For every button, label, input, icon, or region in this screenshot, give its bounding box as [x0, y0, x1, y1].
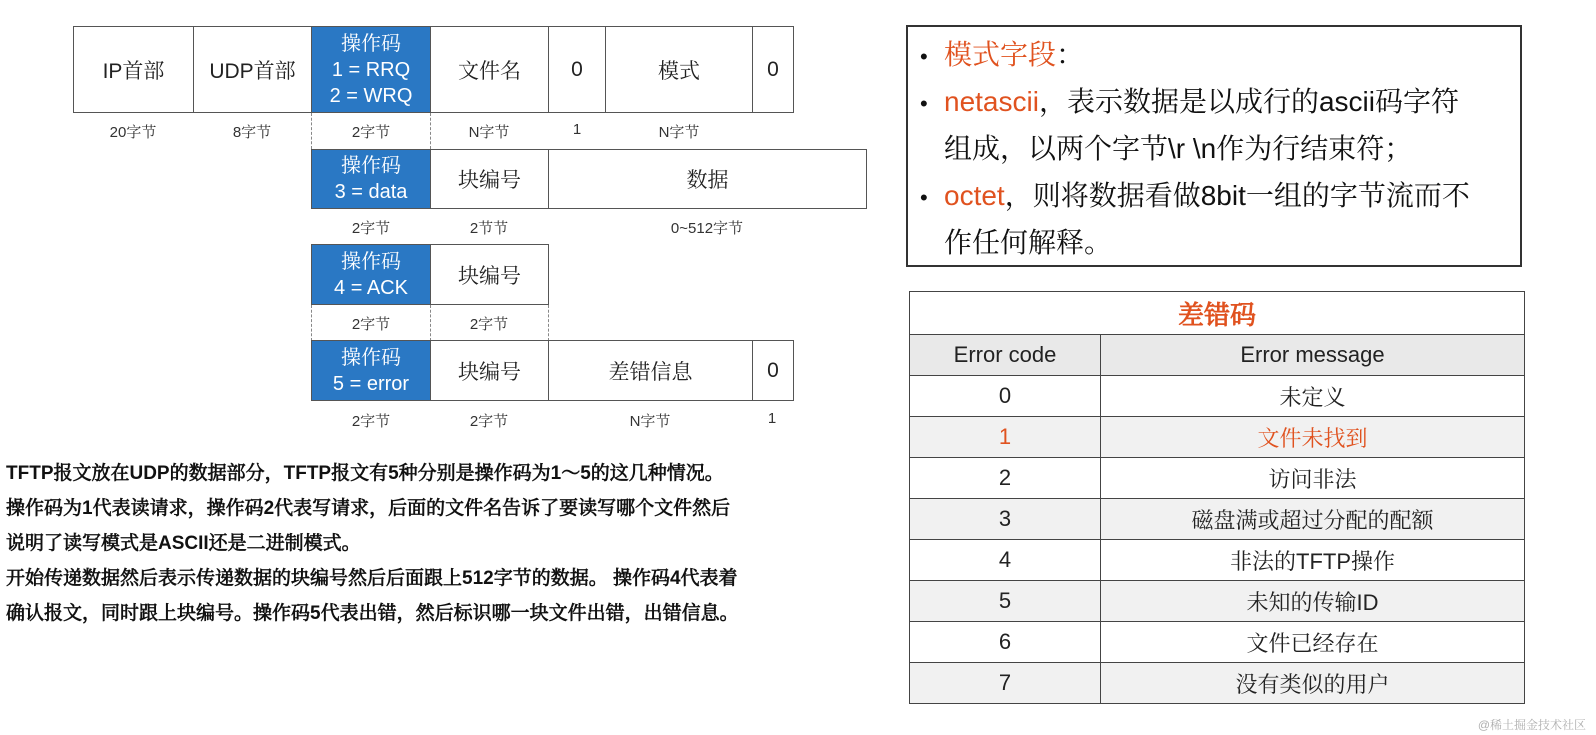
- filename-cell: 文件名: [430, 26, 549, 113]
- error-code-table: [909, 291, 1525, 704]
- error-code: 7: [910, 663, 1101, 704]
- mode-line-3: 组成，以两个字节\r \n作为行结束符；: [944, 133, 1413, 164]
- table-row: [910, 458, 1525, 499]
- bullet-icon: •: [920, 44, 928, 69]
- size-opcode: 2字节: [351, 124, 391, 141]
- mode-line-2: • netascii，表示数据是以成行的ascii码字符: [920, 78, 1459, 127]
- error-code: 4: [910, 540, 1101, 581]
- error-message: 文件已经存在: [1101, 622, 1525, 663]
- size-block: 2节节: [469, 220, 509, 237]
- opcode-error-cell: 操作码 5 = error: [311, 340, 431, 401]
- error-code: 5: [910, 581, 1101, 622]
- explanation-line: 说明了读写模式是ASCII还是二进制模式。: [6, 533, 361, 554]
- mode-field-box: [906, 25, 1522, 267]
- size-opcode: 2字节: [351, 413, 391, 430]
- size-payload: 0~512字节: [670, 220, 744, 237]
- column-header-message: Error message: [1101, 335, 1525, 376]
- error-message: 文件未找到: [1101, 417, 1525, 458]
- explanation-line: 确认报文，同时跟上块编号。操作码5代表出错，然后标识哪一块文件出错，出错信息。: [6, 603, 739, 624]
- opcode-rrq-wrq-cell: 操作码 1 = RRQ 2 = WRQ: [311, 26, 431, 113]
- error-message: 磁盘满或超过分配的配额: [1101, 499, 1525, 540]
- table-row: [910, 376, 1525, 417]
- table-row: [910, 417, 1525, 458]
- error-message: 未知的传输ID: [1101, 581, 1525, 622]
- column-header-code: Error code: [910, 335, 1101, 376]
- size-opcode: 2字节: [351, 316, 391, 333]
- size-block: 2字节: [469, 316, 509, 333]
- opcode-ack-cell: 操作码 4 = ACK: [311, 244, 431, 305]
- explanation-line: 开始传递数据然后表示传递数据的块编号然后后面跟上512字节的数据。 操作码4代表着: [6, 568, 738, 589]
- zero-cell-1: 0: [548, 26, 606, 113]
- error-code: 3: [910, 499, 1101, 540]
- zero-cell: 0: [752, 340, 794, 401]
- bullet-icon: •: [920, 91, 928, 116]
- size-message: N字节: [629, 413, 671, 430]
- block-number-cell: 块编号: [430, 244, 549, 305]
- size-filename: N字节: [468, 124, 510, 141]
- error-code: 6: [910, 622, 1101, 663]
- error-code: 0: [910, 376, 1101, 417]
- table-title: 差错码: [910, 292, 1525, 335]
- size-mode: N字节: [658, 124, 700, 141]
- explanation-line: TFTP报文放在UDP的数据部分，TFTP报文有5种分别是操作码为1～5的这几种情况。: [6, 463, 724, 484]
- size-ip: 20字节: [109, 124, 157, 141]
- table-row: [910, 581, 1525, 622]
- divider-dashed: [311, 305, 312, 341]
- opcode-data-cell: 操作码 3 = data: [311, 149, 431, 209]
- error-message: 访问非法: [1101, 458, 1525, 499]
- zero-cell-2: 0: [752, 26, 794, 113]
- error-message: 没有类似的用户: [1101, 663, 1525, 704]
- divider-dashed: [430, 113, 431, 149]
- bullet-icon: •: [920, 185, 928, 210]
- divider-dashed: [430, 305, 431, 341]
- size-udp: 8字节: [232, 124, 272, 141]
- table-row: [910, 540, 1525, 581]
- block-number-cell: 块编号: [430, 340, 549, 401]
- udp-header-cell: UDP首部: [193, 26, 312, 113]
- table-row: [910, 663, 1525, 704]
- size-zero: 1: [572, 121, 582, 138]
- watermark: @稀土掘金技术社区: [1477, 718, 1586, 732]
- block-number-cell: 块编号: [430, 149, 549, 209]
- error-code: 1: [910, 417, 1101, 458]
- mode-line-5: 作任何解释。: [944, 227, 1113, 258]
- table-row: [910, 622, 1525, 663]
- error-message: 非法的TFTP操作: [1101, 540, 1525, 581]
- size-block: 2字节: [469, 413, 509, 430]
- error-message-cell: 差错信息: [548, 340, 753, 401]
- size-opcode: 2字节: [351, 220, 391, 237]
- ip-header-cell: IP首部: [73, 26, 194, 113]
- divider-dashed: [548, 305, 549, 341]
- explanation-line: 操作码为1代表读请求，操作码2代表写请求，后面的文件名告诉了要读写哪个文件然后: [6, 498, 731, 519]
- table-row: [910, 499, 1525, 540]
- divider-dashed: [311, 113, 312, 149]
- mode-line-1: • 模式字段：: [920, 31, 1084, 80]
- mode-line-4: • octet，则将数据看做8bit一组的字节流而不: [920, 172, 1470, 221]
- error-code: 2: [910, 458, 1101, 499]
- size-zero: 1: [767, 410, 777, 427]
- data-payload-cell: 数据: [548, 149, 867, 209]
- explanation-text: [6, 456, 906, 631]
- error-message: 未定义: [1101, 376, 1525, 417]
- mode-cell: 模式: [605, 26, 753, 113]
